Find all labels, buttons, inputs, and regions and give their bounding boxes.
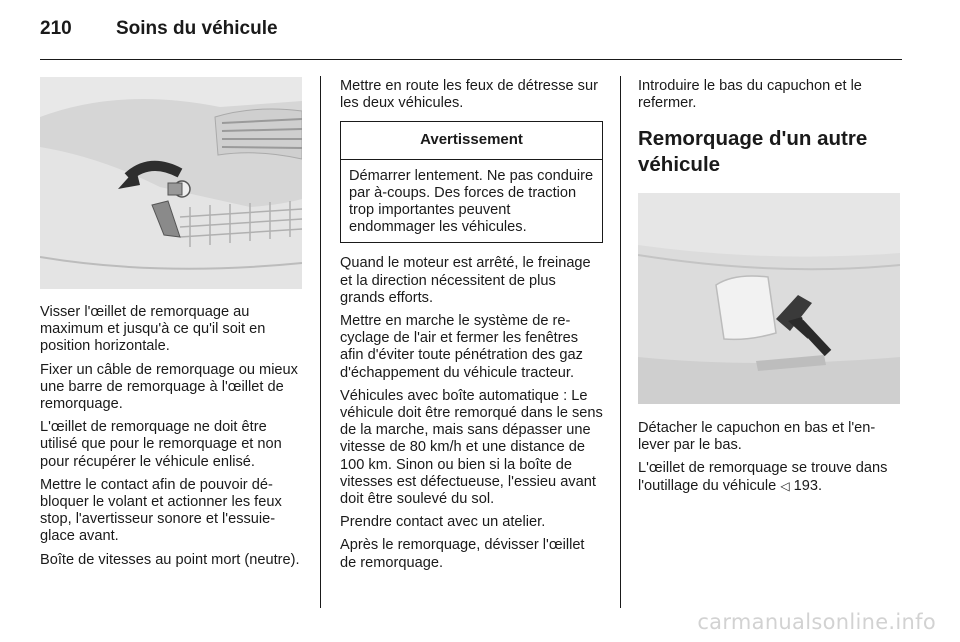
paragraph: Mettre en route les feux de détresse sur les deux véhicules.: [340, 78, 598, 112]
bumper-cover-drawing: [638, 193, 900, 404]
section-heading: Remorquage d'un autre véhicule: [638, 127, 868, 177]
tow-eye-cover-illustration: [638, 193, 900, 404]
paragraph: Introduire le bas du capuchon et le refermer.: [638, 78, 862, 112]
paragraph: Prendre contact avec un atelier.: [340, 514, 546, 531]
page-title: Soins du véhicule: [116, 18, 278, 39]
paragraph: Après le remorquage, dévisser l'œillet de remorquage.: [340, 537, 585, 571]
page-number: 210: [40, 18, 72, 39]
header-divider: [40, 59, 902, 60]
paragraph-text: L'œillet de remorquage se trouve dans l'outillage du véhicule: [638, 460, 888, 494]
warning-box: [340, 121, 603, 243]
page-reference-link[interactable]: 193.: [793, 477, 823, 494]
tow-eye-illustration: [40, 77, 302, 289]
paragraph: Détacher le capuchon en bas et l'enlever par le bas.: [638, 420, 876, 454]
paragraph: Visser l'œillet de remorquage au maximum et jusqu'à ce qu'il soit en position horizontale.: [40, 304, 266, 355]
page-header: [40, 18, 902, 60]
paragraph: Boîte de vitesses au point mort (neutre).: [40, 551, 300, 568]
paragraph: Fixer un câble de remorquage ou mieux une barre de remorquage à l'œillet de remorquage.: [40, 361, 298, 413]
paragraph: Mettre en marche le système de recyclage de l'air et fermer les fenêtres afin d'éviter toute pénétration des gaz d'échappement du véhicule tracteur.: [340, 313, 583, 381]
column-3-bottom: [638, 420, 900, 501]
paragraph: Véhicules avec boîte automatique : Le véhicule doit être remorqué dans le sens de la marche, mais sans dépasser une vitesse de 80 km/h et une distance de 100 km. Sinon ou bien si la boîte de vitesses est défectueuse, l'essieu avant doit être soulevé du sol.: [340, 387, 603, 508]
warning-text: Démarrer lentement. Ne pas conduire par à-coups. Des forces de traction trop importantes peuvent endommager les véhicules.: [349, 167, 594, 236]
column-divider-1: [320, 76, 321, 608]
paragraph: L'œillet de remorquage ne doit être utilisé que pour le remorquage et non pour récupérer le véhicule enlisé.: [40, 419, 282, 470]
bumper-tow-eye-drawing: [40, 77, 302, 289]
paragraph-with-ref: [638, 460, 900, 494]
paragraph: Quand le moteur est arrêté, le freinage et la direction nécessitent de plus grands efforts.: [340, 255, 591, 306]
page-ref-arrow-icon: ◁: [780, 478, 790, 493]
column-1-text: [40, 304, 308, 575]
column-2-text: [340, 78, 603, 578]
warning-title: Avertissement: [341, 122, 602, 159]
paragraph: Mettre le contact afin de pouvoir débloquer le volant et actionner les feux stop, l'avertisseur sonore et l'essuie-glace avant.: [40, 476, 282, 545]
column-3-top: [638, 78, 900, 178]
watermark: carmanualsonline.info: [697, 610, 936, 634]
column-divider-2: [620, 76, 621, 608]
